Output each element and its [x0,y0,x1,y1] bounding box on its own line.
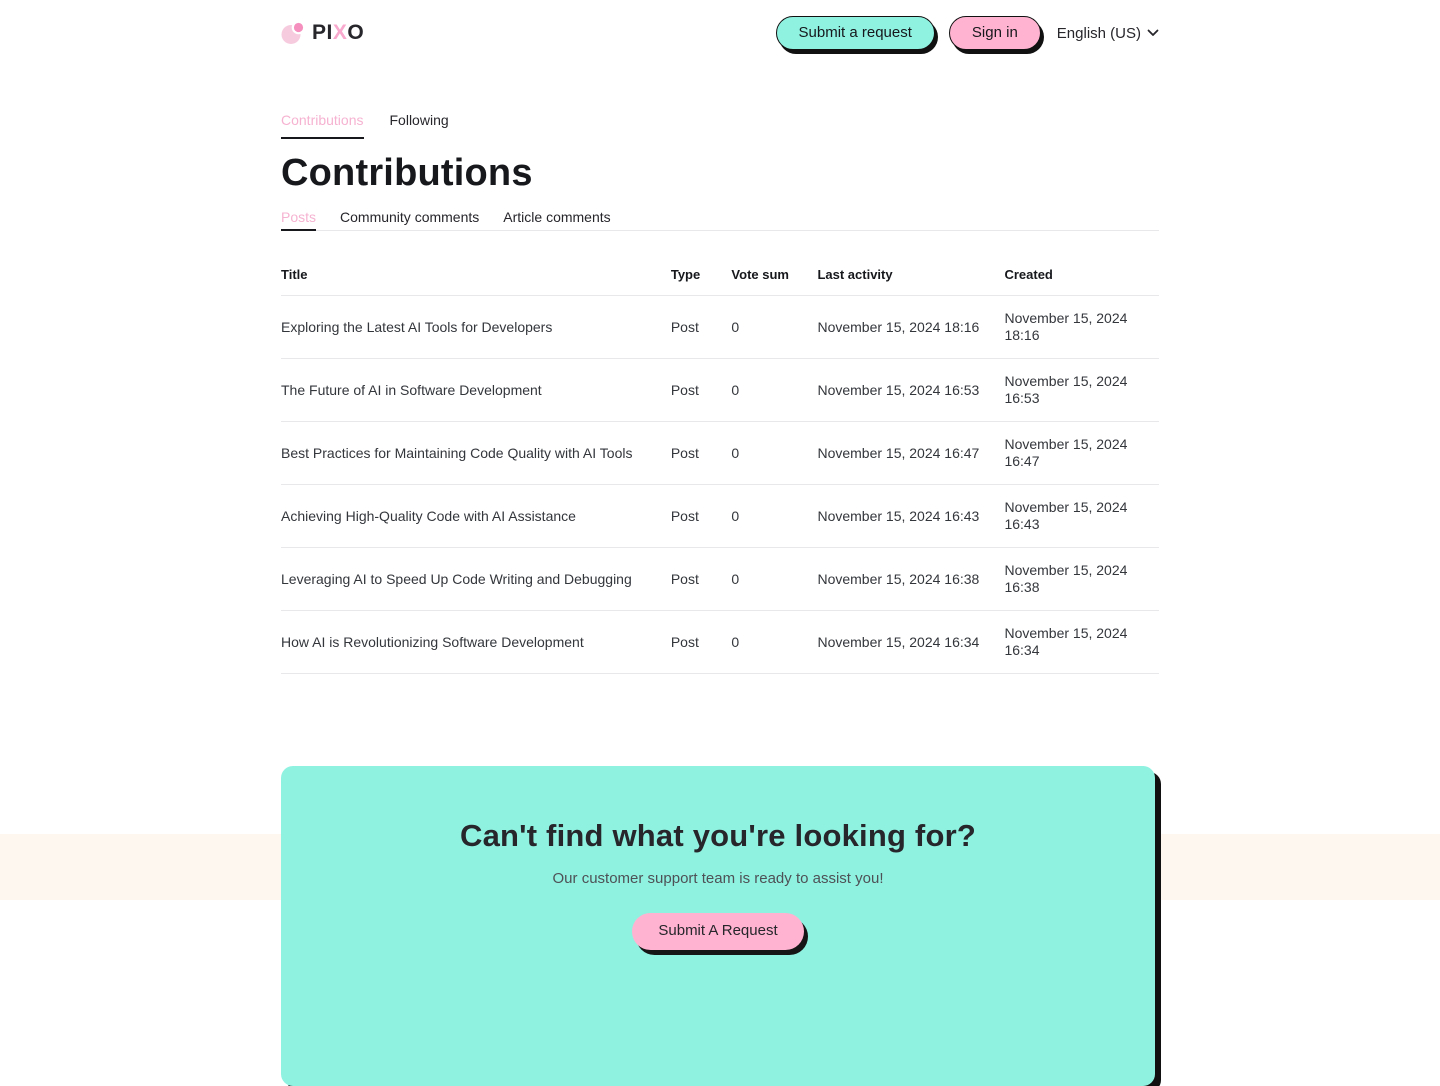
col-last-activity: Last activity [817,231,1004,296]
post-created: November 15, 2024 16:43 [1004,485,1159,548]
logo-part-o: O [347,21,365,44]
tab-contributions[interactable]: Contributions [281,112,364,139]
table-row[interactable] [281,548,1159,611]
post-last-activity: November 15, 2024 16:53 [817,359,1004,422]
sign-in-button[interactable]: Sign in [949,16,1041,51]
cta-submit-request-button[interactable]: Submit A Request [632,913,803,950]
page-title: Contributions [281,152,533,194]
col-title: Title [281,231,671,296]
tab-posts[interactable]: Posts [281,209,316,231]
post-last-activity: November 15, 2024 16:38 [817,548,1004,611]
post-title-link[interactable]: Achieving High-Quality Code with AI Assistance [281,485,671,548]
contributions-table [281,231,1159,674]
post-last-activity: November 15, 2024 16:47 [817,422,1004,485]
contribution-filter-tabs [281,209,1159,231]
post-title-link[interactable]: The Future of AI in Software Development [281,359,671,422]
site-header [281,0,1159,52]
cta-heading: Can't find what you're looking for? [459,818,976,853]
post-created: November 15, 2024 16:47 [1004,422,1159,485]
table-row[interactable] [281,611,1159,674]
post-type: Post [671,611,732,674]
language-label: English (US) [1056,24,1141,42]
post-title-link[interactable]: Best Practices for Maintaining Code Quality with AI Tools [281,422,671,485]
page-container [281,0,1159,1086]
post-last-activity: November 15, 2024 16:34 [817,611,1004,674]
post-vote-sum: 0 [731,422,817,485]
post-last-activity: November 15, 2024 18:16 [817,296,1004,359]
logo-text [312,21,364,45]
logo[interactable] [281,21,364,45]
table-row[interactable] [281,296,1159,359]
pixo-logo-icon [281,21,305,45]
table-row[interactable] [281,485,1159,548]
post-type: Post [671,422,732,485]
post-title-link[interactable]: Exploring the Latest AI Tools for Developers [281,296,671,359]
post-type: Post [671,485,732,548]
col-created: Created [1004,231,1159,296]
post-created: November 15, 2024 16:53 [1004,359,1159,422]
post-vote-sum: 0 [731,611,817,674]
logo-part-pi: PI [312,21,333,44]
table-row[interactable] [281,359,1159,422]
tab-community-comments[interactable]: Community comments [340,209,480,225]
logo-part-x: X [332,21,348,44]
post-vote-sum: 0 [731,485,817,548]
post-vote-sum: 0 [731,548,817,611]
tab-following[interactable]: Following [389,112,449,128]
post-vote-sum: 0 [731,296,817,359]
post-vote-sum: 0 [731,359,817,422]
col-type: Type [671,231,732,296]
post-type: Post [671,296,732,359]
cta-subheading: Our customer support team is ready to assist you! [552,870,884,887]
profile-tabs [281,112,1159,139]
tab-article-comments[interactable]: Article comments [503,209,611,225]
chevron-down-icon [1147,29,1159,37]
post-created: November 15, 2024 16:34 [1004,611,1159,674]
table-header-row [281,231,1159,296]
post-title-link[interactable]: How AI is Revolutionizing Software Development [281,611,671,674]
post-title-link[interactable]: Leveraging AI to Speed Up Code Writing and Debugging [281,548,671,611]
language-selector[interactable] [1057,25,1159,42]
col-vote-sum: Vote sum [731,231,817,296]
post-type: Post [671,548,732,611]
header-actions [776,16,1159,51]
cta-card [281,766,1155,1086]
post-type: Post [671,359,732,422]
post-created: November 15, 2024 18:16 [1004,296,1159,359]
submit-request-button[interactable]: Submit a request [776,16,935,51]
post-created: November 15, 2024 16:38 [1004,548,1159,611]
post-last-activity: November 15, 2024 16:43 [817,485,1004,548]
table-row[interactable] [281,422,1159,485]
